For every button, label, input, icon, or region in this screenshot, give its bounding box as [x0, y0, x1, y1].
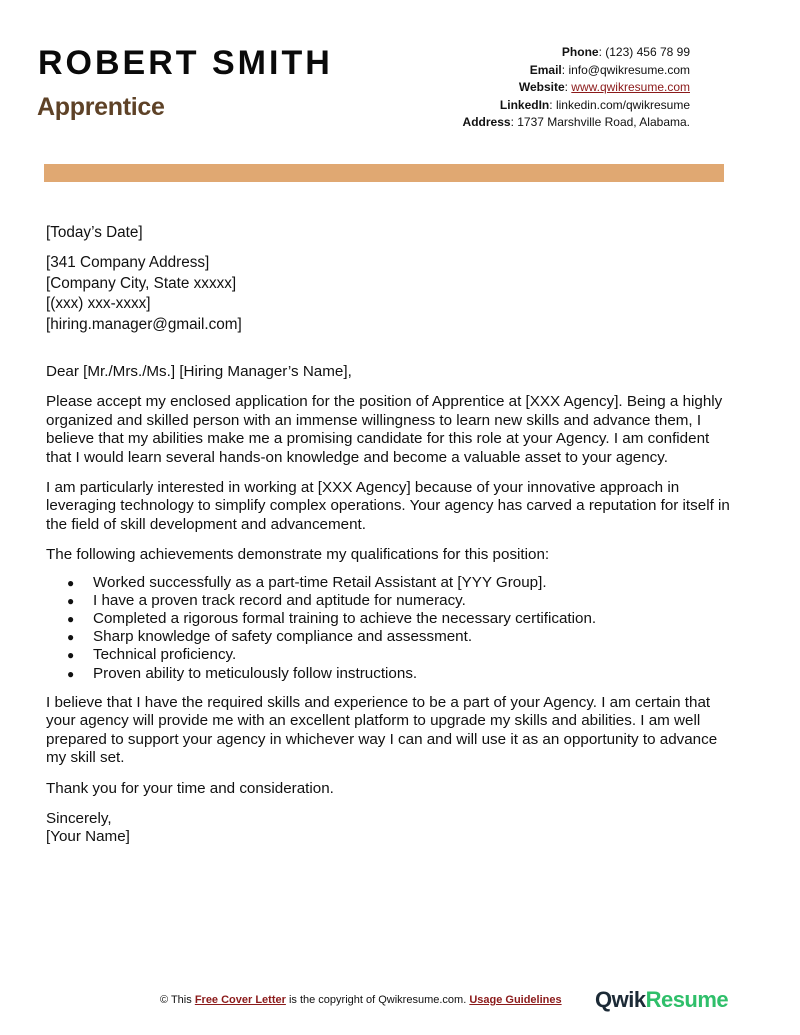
usage-guidelines-link[interactable]: Usage Guidelines	[469, 994, 562, 1006]
list-item: ● Proven ability to meticulously follow instructions.	[46, 665, 736, 683]
contact-website: Website: www.qwikresume.com	[518, 80, 690, 94]
closing: Sincerely,	[46, 809, 112, 827]
list-item: ● Technical proficiency.	[46, 646, 736, 664]
achievements-list	[46, 574, 736, 683]
job-title: Apprentice	[37, 93, 165, 121]
paragraph-closing: I believe that I have the required skills and experience to be a part of your Agency. I am certain that your agency will provide me with an excellent platform to upgrade my skills and abilities. I am well prepared to support your agency in whichever way I can and will use it as an opportunity to advance my skill set.	[46, 693, 718, 767]
signature: [Your Name]	[46, 828, 130, 846]
letter-body	[46, 223, 736, 847]
list-item: ● I have a proven track record and aptitude for numeracy.	[46, 592, 736, 610]
contact-address: Address: 1737 Marshville Road, Alabama.	[462, 115, 690, 129]
contact-email: Email: info@qwikresume.com	[529, 62, 690, 77]
paragraph-intro: Please accept my enclosed application for the position of Apprentice at [XXX Agency]. Being a highly organized and skilled person with an immense willingness to learn new skills and advance them, I believe that my abilities make me a promising candidate for this role at your Agency. I am confident that I would learn several hands-on knowledge and become a valuable asset to your agency.	[46, 393, 723, 466]
letter-date: [Today’s Date]	[46, 224, 143, 241]
list-item: ● Worked successfully as a part-time Retail Assistant at [YYY Group].	[46, 574, 736, 592]
free-cover-letter-link[interactable]: Free Cover Letter	[194, 994, 286, 1006]
contact-block	[463, 44, 690, 132]
list-item: ● Completed a rigorous formal training to achieve the necessary certification.	[46, 610, 736, 628]
contact-phone: Phone: (123) 456 78 99	[561, 45, 690, 59]
achievements-intro: The following achievements demonstrate my qualifications for this position:	[46, 546, 550, 564]
website-link[interactable]: www.qwikresume.com	[571, 80, 690, 94]
list-item: ● Sharp knowledge of safety compliance and assessment.	[46, 628, 736, 646]
qwikresume-logo[interactable]: QwikResume	[595, 987, 729, 1012]
contact-linkedin: LinkedIn: linkedin.com/qwikresume	[499, 97, 690, 112]
salutation: Dear [Mr./Mrs./Ms.] [Hiring Manager’s Name],	[46, 363, 352, 380]
recipient-address: [341 Company Address] [Company City, State xxxxx] [(xxx) xxx-xxxx] [hiring.manager@gmail.com]	[46, 254, 242, 333]
paragraph-interest: I am particularly interested in working at [XXX Agency] because of your innovative approach in leveraging technology to simplify complex operations. Your agency has carved a reputation for itself in the field of skill development and advancement.	[46, 479, 730, 533]
candidate-name: ROBERT SMITH	[38, 44, 333, 82]
accent-divider	[44, 164, 724, 182]
footer-copyright: © This Free Cover Letter is the copyright of Qwikresume.com. Usage Guidelines	[160, 994, 562, 1006]
thanks-line: Thank you for your time and consideration.	[46, 779, 334, 797]
